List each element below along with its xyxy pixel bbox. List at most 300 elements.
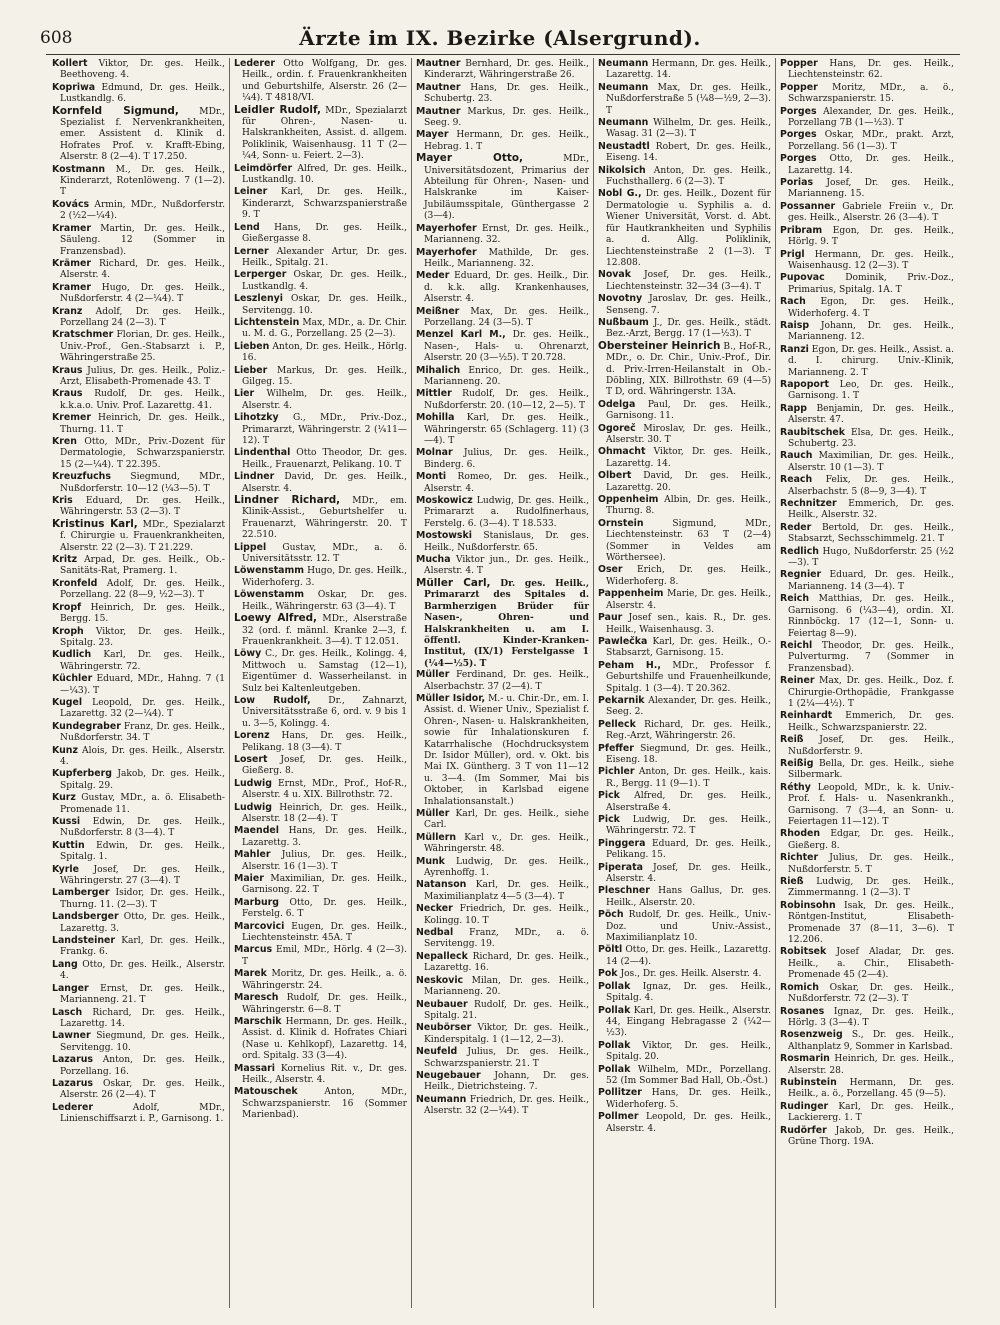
entry-details: Oskar, Dr. ges. Heilk., Servitengg. 10. — [242, 294, 407, 316]
entry-details: Karl, Dr. ges. Heilk., Kinderarzt, Schwarzspanierstraße 9. T — [242, 187, 407, 221]
entry-name: Pollitzer — [598, 1087, 642, 1099]
entry-details: Moritz, Dr. ges. Heilk., a. ö. Währingerstr. 24. — [242, 969, 407, 991]
entry-name: Oppenheim — [598, 494, 659, 506]
entry-name: Kugel — [52, 696, 83, 708]
entry-name: Kopriwa — [52, 81, 96, 93]
entry-name: Ranzi — [780, 343, 809, 355]
directory-entry — [780, 876, 954, 900]
entry-name: Massari — [234, 1062, 275, 1074]
directory-entry — [598, 317, 771, 341]
entry-name: Pollak — [598, 1063, 631, 1075]
directory-entry — [52, 768, 225, 792]
directory-entry — [234, 1016, 407, 1063]
entry-name: Pfeffer — [598, 742, 634, 754]
entry-name: Kroph — [52, 625, 84, 637]
entry-details: M., Dr. ges. Heilk., Kinderarzt, Rotenlöweng. 7 (1—2). T — [60, 164, 225, 198]
entry-details: Julius, Dr. ges. Heilk., Schwarzspanierstr. 21. T — [424, 1047, 589, 1069]
entry-name: Lederer — [234, 58, 276, 69]
directory-columns — [48, 58, 958, 1308]
entry-name: Neumann — [416, 1093, 467, 1105]
entry-details: Max, Dr. ges. Heilk., Porzellang. 24 (3—5). T — [424, 306, 589, 328]
entry-name: Nobl G., — [598, 188, 642, 200]
entry-name: Kronfeld — [52, 577, 98, 589]
directory-entry — [52, 649, 225, 673]
entry-details: Max, Dr. ges. Heilk., Nußdorferstraße 5 (¼8—½9, 2—3). T — [606, 82, 771, 116]
directory-entry — [780, 640, 954, 675]
entry-details: Julius, Dr. ges. Heilk., Poliz.-Arzt, Elisabeth-Promenade 43. T — [60, 365, 225, 387]
entry-details: Viktor jun., Dr. ges. Heilk., Alserstr. 4. T — [424, 555, 589, 577]
entry-details: Josef, Dr. ges. Heilk., Liechtensteinstr. 32—34 (3—4). T — [606, 270, 771, 292]
entry-details: Jaroslav, Dr. ges. Heilk., Senseng. 7. — [606, 294, 771, 316]
entry-details: Josef Aladar, Dr. ges. Heilk., a. Chir., Elisabeth-Promenade 45 (2—4). — [788, 947, 954, 981]
directory-entry — [52, 816, 225, 840]
entry-details: Eugen, Dr. ges. Heilk., Liechtensteinstr. 45A. T — [242, 921, 407, 944]
entry-details: Bella, Dr. ges. Heilk., siehe Silbermark. — [788, 758, 954, 781]
entry-details: Alois, Dr. ges. Heilk., Alserstr. 4. — [60, 745, 225, 767]
directory-entry — [780, 450, 954, 474]
entry-details: Romeo, Dr. ges. Heilk., Alserstr. 4. — [424, 472, 589, 494]
directory-entry — [52, 983, 225, 1007]
entry-details: Egon, Dr. ges. Heilk., Assist. a. d. I. chirurg. Univ.-Klinik, Marianneng. 2. T — [788, 344, 954, 378]
entry-details: Markus, Dr. ges. Heilk., Seeg. 9. — [424, 106, 589, 129]
entry-name: Reiß — [780, 734, 804, 746]
directory-entry — [234, 778, 407, 802]
entry-details: Marie, Dr. ges. Heilk., Alserstr. 4. — [606, 589, 771, 611]
entry-name: Popper — [780, 58, 818, 69]
entry-details: Eduard, Dr. ges. Heilk., Marianneng. 14 (3—4). T — [788, 570, 954, 592]
directory-entry — [780, 982, 954, 1006]
entry-details: MDr., Spezialarzt für Ohren-, Nasen- u. Halskrankheiten, Assist. d. allgem. Poliklinik, Waisenhausg. 11 T (2—¼4, Sonn- u. Feiert. 2—3). — [242, 105, 407, 162]
entry-details: Richard, Dr. ges. Heilk., Alserstr. 4. — [60, 258, 225, 281]
entry-name: Löwenstamm — [234, 565, 305, 577]
entry-details: Hans Gallus, Dr. ges. Heilk., Alserstr. 20. — [606, 886, 771, 908]
directory-entry — [234, 944, 407, 968]
entry-name: Marcovici — [234, 920, 285, 932]
entry-name: Redlich — [780, 545, 819, 557]
directory-entry — [52, 840, 225, 864]
entry-name: Romich — [780, 981, 819, 993]
directory-column — [230, 58, 412, 1308]
directory-entry — [780, 153, 954, 177]
entry-name: Kollert — [52, 58, 88, 69]
directory-entry — [416, 153, 589, 222]
directory-entry — [598, 862, 771, 886]
directory-entry — [52, 471, 225, 495]
entry-name: Kovács — [52, 198, 90, 210]
entry-details: Karl, Dr. ges. Heilk., Lackiererg. 1. T — [788, 1101, 954, 1124]
entry-name: Meißner — [416, 305, 460, 317]
entry-details: Viktor, Dr. ges. Heilk., Lazarettg. 14. — [606, 447, 771, 469]
directory-entry — [780, 900, 954, 947]
directory-entry — [234, 293, 407, 317]
entry-name: Pupovac — [780, 272, 825, 284]
directory-entry — [52, 164, 225, 199]
entry-details: Karl, Dr. ges. Heilk., Alserstr. 44, Eingang Hebragasse 2 (¼2—½3). — [606, 1005, 771, 1039]
directory-entry — [598, 1005, 771, 1040]
directory-entry — [780, 427, 954, 451]
entry-name: Reinhardt — [780, 710, 833, 722]
entry-name: Reichl — [780, 639, 813, 651]
entry-details: Hugo, Dr. ges. Heilk., Nußdorferstr. 4 (2—¼4). T — [60, 282, 225, 305]
entry-name: Mautner — [416, 105, 461, 117]
directory-entry — [416, 530, 589, 554]
entry-details: Elsa, Dr. ges. Heilk., Schubertg. 23. — [788, 427, 954, 449]
entry-name: Pollak — [598, 1004, 631, 1016]
entry-details: Jos., Dr. ges. Heilk. Alserstr. 4. — [617, 969, 762, 980]
entry-details: Julius, Dr. ges. Heilk., Binderg. 6. — [424, 448, 589, 470]
entry-details: Miroslav, Dr. ges. Heilk., Alserstr. 30. T — [606, 423, 771, 445]
entry-name: Lamberger — [52, 887, 110, 899]
entry-name: Pok — [598, 968, 618, 980]
directory-column — [48, 58, 230, 1308]
entry-name: Pleschner — [598, 885, 650, 897]
directory-entry — [234, 163, 407, 187]
entry-details: Dominik, Priv.-Doz., Primarius, Spitalg. 1A. T — [788, 273, 954, 295]
directory-entry — [52, 258, 225, 282]
directory-entry — [780, 1053, 954, 1077]
entry-details: Eduard, Dr. ges. Heilk., Währingerstr. 53 (2—3). T — [60, 496, 225, 518]
entry-details: Karl, Dr. ges. Heilk., Währingerstr. 72. — [60, 650, 225, 672]
entry-details: Isak, Dr. ges. Heilk., Röntgen-Institut, Elisabeth-Promenade 37 (8—11, 3—6). T 12.206. — [788, 900, 954, 946]
entry-name: Mayer — [416, 129, 449, 141]
directory-entry — [234, 105, 407, 163]
entry-name: Robinsohn — [780, 899, 836, 911]
entry-details: Dr. ges. Heilk., Nasen-, Hals- u. Ohrenarzt, Alserstr. 20 (3—½5). T 20.728. — [424, 330, 589, 364]
entry-details: Egon, Dr. ges. Heilk., Hörlg. 9. T — [788, 225, 954, 248]
entry-name: Nedbal — [416, 927, 454, 939]
entry-details: Oskar, Dr. ges. Heilk., Nußdorferstr. 72 (2—3). T — [788, 982, 954, 1005]
directory-entry — [52, 745, 225, 769]
directory-entry — [780, 1077, 954, 1101]
entry-details: Rudolf, Dr. ges. Heilk., k.k.a.o. Univ. Prof. Lazarettg. 41. — [60, 389, 225, 411]
directory-entry — [598, 612, 771, 636]
entry-name: Müller — [416, 808, 450, 819]
entry-name: Neumann — [598, 81, 649, 93]
directory-entry — [598, 269, 771, 293]
directory-entry — [598, 518, 771, 565]
entry-name: Réthy — [780, 781, 811, 793]
entry-name: Lazarus — [52, 1077, 93, 1089]
directory-entry — [598, 814, 771, 838]
directory-entry — [598, 981, 771, 1005]
entry-name: Richter — [780, 852, 819, 864]
directory-entry — [780, 296, 954, 320]
directory-entry — [416, 999, 589, 1023]
directory-entry — [598, 695, 771, 719]
entry-details: Josef, Dr. ges. Heilk., Marianneng. 15. — [788, 178, 954, 200]
entry-name: Loewy Alfred, — [234, 612, 318, 625]
entry-details: Julius, Dr. ges. Heilk., Nußdorferstr. 5. T — [788, 853, 954, 875]
directory-entry — [598, 188, 771, 269]
entry-name: Lindner — [234, 471, 275, 483]
entry-name: Olbert — [598, 470, 632, 482]
entry-name: Marek — [234, 968, 267, 980]
entry-details: Matthias, Dr. ges. Heilk., Garnisong. 6 (¼3—4), ordin. XI. Rinnböckg. 17 (12—1, Sonn- u. Feiertag 8—9). — [788, 594, 954, 639]
entry-name: Low Rudolf, — [234, 694, 311, 706]
entry-name: Rapp — [780, 402, 807, 414]
entry-details: Bernhard, Dr. ges. Heilk., Kinderarzt, Währingerstraße 26. — [424, 59, 589, 81]
entry-details: Albin, Dr. ges. Heilk., Thurng. 8. — [606, 495, 771, 517]
directory-entry — [416, 1094, 589, 1118]
entry-details: Felix, Dr. ges. Heilk., Alserbachstr. 5 (8—9, 3—4). T — [788, 475, 954, 497]
directory-entry — [780, 498, 954, 522]
entry-name: Pöltl — [598, 944, 623, 956]
entry-name: Kupferberg — [52, 768, 112, 780]
entry-details: Heinrich, Dr. ges. Heilk., Bergg. 15. — [60, 602, 225, 625]
entry-name: Prigl — [780, 248, 805, 260]
entry-details: Josef, Dr. ges. Heilk., Gießerg. 8. — [242, 754, 407, 777]
entry-details: Hans, Dr. ges. Heilk., Lazarettg. 3. — [242, 826, 407, 848]
entry-details: Rudolf, Dr. ges. Heilk., Währingerstr. 6—8. T — [242, 993, 407, 1015]
entry-name: Reach — [780, 474, 813, 486]
directory-entry — [416, 58, 589, 82]
entry-details: Hermann, Dr. ges. Heilk., Assist. d. Klinik d. Hofrates Chiari (Nase u. Kehlkopf), Lazarettg. 14, ord. Spitalg. 33 (3—4). — [242, 1016, 407, 1062]
directory-entry — [234, 1063, 407, 1087]
directory-entry — [416, 388, 589, 412]
entry-details: Franz, Dr. ges. Heilk., Nußdorferstr. 34. T — [60, 721, 225, 744]
entry-name: Maendel — [234, 825, 279, 837]
directory-entry — [780, 593, 954, 640]
directory-entry — [416, 447, 589, 471]
entry-details: S., Dr. ges. Heilk., Althanplatz 9, Sommer in Karlsbad. — [788, 1030, 954, 1052]
directory-entry — [598, 165, 771, 189]
entry-details: Josef, Dr. ges. Heilk., Alserstr. 4. — [606, 862, 771, 885]
directory-entry — [234, 730, 407, 754]
directory-entry — [598, 58, 771, 82]
directory-entry — [52, 282, 225, 306]
entry-name: Peham H., — [598, 659, 661, 671]
entry-name: Lieben — [234, 340, 270, 352]
directory-entry — [780, 82, 954, 106]
entry-name: Leszlenyi — [234, 293, 283, 305]
directory-entry — [780, 249, 954, 273]
entry-details: Josef sen., kais. R., Dr. ges. Heilk., Waisenhausg. 3. — [606, 613, 771, 635]
entry-details: Ludwig, Dr. ges. Heilk., Ayrenhoffg. 1. — [424, 856, 589, 879]
directory-entry — [598, 446, 771, 470]
entry-details: Wilhelm, Dr. ges. Heilk., Wasag. 31 (2—3). T — [606, 118, 771, 140]
directory-entry — [416, 247, 589, 271]
entry-details: Ignaz, Dr. ges. Heilk., Hörlg. 3 (3—4). T — [788, 1006, 954, 1028]
entry-name: Neufeld — [416, 1046, 458, 1058]
directory-entry — [416, 879, 589, 903]
directory-entry — [52, 1054, 225, 1078]
directory-entry — [598, 494, 771, 518]
entry-details: Alexander Artur, Dr. ges. Heilk., Spitalg. 21. — [242, 246, 407, 268]
directory-entry — [234, 269, 407, 293]
page-title: Ärzte im IX. Bezirke (Alsergrund). — [299, 26, 701, 50]
entry-details: Edmund, Dr. ges. Heilk., Lustkandlg. 6. — [60, 82, 225, 105]
directory-entry — [780, 1006, 954, 1030]
directory-entry — [598, 636, 771, 660]
entry-name: Marcus — [234, 944, 273, 956]
directory-entry — [416, 578, 589, 669]
entry-details: Martin, Dr. ges. Heilk., Säuleng. 12 (Sommer in Franzensbad). — [60, 223, 225, 257]
entry-details: Alexander, Dr. ges. Heilk., Porzellang 7B (1—½3). T — [788, 106, 954, 129]
directory-entry — [52, 436, 225, 471]
directory-entry — [234, 471, 407, 495]
entry-name: Pinggera — [598, 837, 646, 849]
directory-entry — [234, 1086, 407, 1121]
entry-name: Lang — [52, 958, 78, 970]
entry-details: Florian, Dr. ges. Heilk., Univ.-Prof., Gen.-Stabsarzt i. P., Währingerstraße 25. — [60, 330, 225, 364]
entry-name: Rudörfer — [780, 1124, 827, 1136]
entry-name: Küchler — [52, 673, 93, 685]
entry-details: Anton, Dr. ges. Heilk., kais. R., Bergg. 11 (9—1). T — [606, 767, 771, 789]
entry-name: Mayer Otto, — [416, 152, 523, 165]
entry-details: Otto Theodor, Dr. ges. Heilk., Frauenarzt, Pelikang. 10. T — [242, 448, 407, 470]
directory-entry — [780, 1125, 954, 1149]
directory-entry — [234, 921, 407, 945]
directory-entry — [416, 223, 589, 247]
entry-name: Possanner — [780, 200, 836, 212]
directory-entry — [598, 82, 771, 117]
entry-details: Viktor, Dr. ges. Heilk., Spitalg. 20. — [606, 1040, 771, 1063]
entry-details: Emil, MDr., Hörlg. 4 (2—3). T — [242, 945, 407, 967]
directory-entry — [52, 1102, 225, 1126]
entry-name: Pick — [598, 790, 620, 802]
entry-name: Maier — [234, 873, 264, 885]
entry-name: Porges — [780, 105, 817, 117]
directory-entry — [780, 320, 954, 344]
entry-name: Mahler — [234, 849, 271, 861]
entry-name: Kyrle — [52, 863, 79, 875]
entry-name: Monti — [416, 471, 447, 483]
entry-name: Neugebauer — [416, 1069, 481, 1081]
directory-entry — [416, 1070, 589, 1094]
header-rule — [46, 54, 960, 55]
directory-entry — [52, 412, 225, 436]
entry-details: Stanislaus, Dr. ges. Heilk., Nußdorferstr. 65. — [424, 531, 589, 553]
entry-details: Siegmund, MDr., Nußdorferstr. 10—12 (¼3—5). T — [60, 472, 225, 494]
directory-entry — [780, 546, 954, 570]
directory-entry — [52, 554, 225, 578]
directory-entry — [416, 82, 589, 106]
entry-details: Moritz, MDr., a. ö., Schwarzspanierstr. 15. — [788, 82, 954, 105]
entry-name: Müller Carl, — [416, 576, 491, 589]
directory-entry — [780, 379, 954, 403]
entry-name: Kuttin — [52, 839, 85, 851]
directory-entry — [598, 1040, 771, 1064]
entry-details: MDr., Alserstraße 32 (ord. f. männl. Kranke 2—3, f. Frauenkrankheit. 3—4). T 12.051. — [242, 614, 407, 647]
entry-details: Johann, Dr. ges. Heilk., Marianneng. 12. — [788, 320, 954, 343]
entry-name: Pelleck — [598, 718, 636, 730]
directory-entry — [598, 719, 771, 743]
entry-name: Kritz — [52, 554, 78, 566]
entry-details: Gustav, MDr., a. ö. Universitätsstr. 12. T — [242, 542, 407, 565]
entry-details: Ernst, Dr. ges. Heilk., Marianneng. 32. — [424, 223, 589, 246]
directory-entry — [598, 341, 771, 399]
entry-details: Josef, Dr. ges. Heilk., Währingerstr. 27 (3—4). T — [60, 864, 225, 887]
entry-details: Karl v., Dr. ges. Heilk., Währingerstr. 48. — [424, 832, 589, 855]
entry-details: Oskar, Dr. ges. Heilk., Lustkandlg. 4. — [242, 270, 407, 292]
entry-name: Pappenheim — [598, 588, 664, 600]
directory-entry — [780, 758, 954, 782]
entry-details: Hugo, Nußdorferstr. 25 (½2—3). T — [788, 546, 954, 569]
entry-details: Leo, Dr. ges. Heilk., Garnisong. 1. T — [788, 379, 954, 402]
entry-details: Adolf, MDr., Linienschiffsarzt i. P., Garnisong. 1. — [60, 1102, 225, 1125]
directory-entry — [52, 911, 225, 935]
entry-details: Friedrich, Dr. ges. Heilk., Kolingg. 10. T — [424, 904, 589, 926]
directory-entry — [780, 1029, 954, 1053]
entry-name: Neubauer — [416, 998, 468, 1010]
entry-name: Mittler — [416, 388, 452, 400]
directory-entry — [52, 673, 225, 697]
entry-details: Leopold, Dr. ges. Heilk., Lazarettg. 32 (2—¼4). T — [60, 697, 225, 720]
directory-entry — [598, 564, 771, 588]
entry-details: Karl, Dr. ges. Heilk., Maximilianplatz 4—5 (3—4). T — [424, 880, 589, 902]
entry-details: Theodor, Dr. ges. Heilk., Pulverturmg. 7 (Sommer in Franzensbad). — [788, 640, 954, 674]
entry-details: Otto, Dr. ges. Heilk., Lazarettg. 3. — [60, 912, 225, 934]
directory-entry — [416, 412, 589, 447]
page-number: 608 — [40, 28, 73, 48]
entry-name: Mayerhofer — [416, 222, 477, 234]
directory-entry — [780, 129, 954, 153]
entry-details: Julius, Dr. ges. Heilk., Alserstr. 16 (1—3). T — [242, 850, 407, 872]
directory-entry — [780, 58, 954, 82]
entry-details: Alfred, Dr. ges. Heilk., Alserstraße 4. — [606, 791, 771, 813]
entry-details: Hugo, Dr. ges. Heilk., Widerhoferg. 3. — [242, 566, 407, 588]
entry-name: Kristinus Karl, — [52, 517, 138, 530]
directory-entry — [234, 222, 407, 246]
entry-details: C., Dr. ges. Heilk., Kolingg. 4, Mittwoch u. Samstag (12—1), Eigentümer d. Wasserheilanst. in Sulz bei Kaltenleutgeben. — [242, 649, 407, 694]
entry-name: Kramer — [52, 281, 91, 293]
entry-details: Eduard, Dr. ges. Heilk., Pelikang. 15. — [606, 838, 771, 861]
entry-name: Obersteiner Heinrich — [598, 339, 721, 352]
entry-details: Leopold, Dr. ges. Heilk., Alserstr. 4. — [606, 1112, 771, 1134]
entry-details: Hermann, Dr. ges. Heilk., Hebrag. 1. T — [424, 130, 589, 152]
directory-entry — [598, 423, 771, 447]
entry-details: Egon, Dr. ges. Heilk., Widerhoferg. 4. T — [788, 297, 954, 319]
directory-entry — [780, 272, 954, 296]
directory-entry — [598, 399, 771, 423]
entry-name: Löwenstamm — [234, 589, 305, 601]
entry-name: Neustadtl — [598, 140, 650, 152]
directory-entry — [234, 542, 407, 566]
directory-entry — [416, 1046, 589, 1070]
directory-entry — [52, 106, 225, 164]
entry-details: Josef, Dr. ges. Heilk., Nußdorferstr. 9. — [788, 735, 954, 757]
entry-name: Lend — [234, 221, 260, 233]
directory-entry — [598, 743, 771, 767]
entry-name: Novotny — [598, 293, 643, 305]
directory-entry — [234, 754, 407, 778]
entry-name: Popper — [780, 81, 818, 93]
directory-entry — [52, 1078, 225, 1102]
directory-entry — [234, 412, 407, 447]
directory-entry — [234, 447, 407, 471]
entry-name: Meder — [416, 270, 450, 282]
entry-details: Ludwig, Dr. ges. Heilk., Währingerstr. 72. T — [606, 815, 771, 837]
entry-details: Otto, Dr. ges. Heilk., Lazarettg. 14 (2—4). — [606, 945, 771, 967]
entry-details: Jakob, Dr. ges. Heilk., Spitalg. 29. — [60, 769, 225, 791]
directory-entry — [52, 959, 225, 983]
entry-details: Viktor, Dr. ges. Heilk., Kinderspitalg. 1 (1—12, 2—3). — [424, 1023, 589, 1045]
entry-details: Ludwig, Dr. ges. Heilk., Primararzt a. Rudolfinerhaus, Ferstelg. 6. (3—4). T 18.533. — [424, 496, 589, 529]
directory-entry — [416, 927, 589, 951]
directory-entry — [780, 344, 954, 379]
directory-entry — [416, 365, 589, 389]
entry-name: Marburg — [234, 896, 279, 908]
entry-name: Marschik — [234, 1015, 282, 1027]
entry-details: MDr., Spezialarzt f. Chirurgie u. Frauenkrankheiten, Alserstr. 22 (2—3). T 21.229. — [60, 519, 225, 553]
directory-entry — [52, 697, 225, 721]
entry-name: Lieber — [234, 364, 268, 376]
entry-details: Anton, Dr. ges. Heilk., Hörlg. 16. — [242, 341, 407, 364]
directory-entry — [234, 802, 407, 826]
directory-entry — [598, 909, 771, 944]
entry-name: Ludwig — [234, 777, 272, 789]
entry-details: Oskar, Dr. ges. Heilk., Währingerstr. 63 (3—4). T — [242, 590, 407, 612]
